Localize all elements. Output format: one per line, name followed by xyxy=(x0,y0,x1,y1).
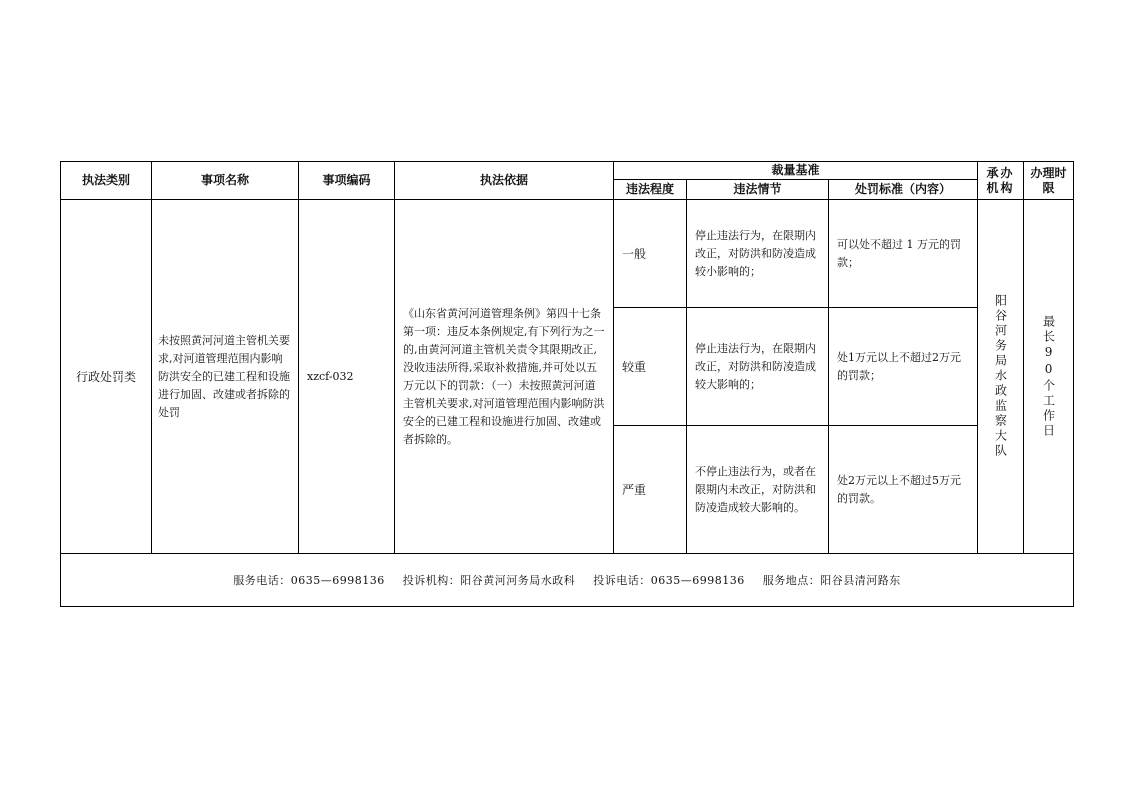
degree-cell-serious xyxy=(614,308,687,426)
service-footer xyxy=(61,554,1074,607)
agency-cell xyxy=(978,200,1024,554)
category-cell xyxy=(61,200,152,554)
standard-cell-serious xyxy=(829,308,978,426)
header-standard: 处罚标准（内容） xyxy=(829,180,978,200)
standard-text: 可以处不超过 1 万元的罚款； xyxy=(837,237,961,269)
degree-text: 较重 xyxy=(622,359,647,374)
service-location: 服务地点：阳谷县清河路东 xyxy=(762,574,901,587)
item-code-text: xzcf-032 xyxy=(307,369,354,383)
header-agency: 承办机构 xyxy=(978,162,1024,200)
deadline-text: 最长90个工作日 xyxy=(1041,314,1056,439)
standard-text: 处2万元以上不超过5万元的罚款。 xyxy=(837,473,961,505)
header-item-code: 事项编码 xyxy=(299,162,395,200)
basis-cell xyxy=(395,200,614,554)
degree-text: 严重 xyxy=(622,482,647,497)
agency-text: 阳谷河务局水政监察大队 xyxy=(993,294,1008,459)
complaint-phone: 投诉电话：0635—6998136 xyxy=(593,574,745,587)
header-discretion: 裁量基准 xyxy=(614,162,978,180)
header-degree: 违法程度 xyxy=(614,180,687,200)
item-name-cell xyxy=(152,200,299,554)
circumstances-cell-serious xyxy=(687,308,829,426)
standard-text: 处1万元以上不超过2万元的罚款； xyxy=(837,350,961,382)
complaint-org: 投诉机构：阳谷黄河河务局水政科 xyxy=(402,574,576,587)
header-basis: 执法依据 xyxy=(395,162,614,200)
circumstances-cell-severe xyxy=(687,426,829,554)
degree-cell-general xyxy=(614,200,687,308)
circumstances-text: 不停止违法行为，或者在限期内未改正，对防洪和防凌造成较大影响的。 xyxy=(695,464,816,514)
category-text: 行政处罚类 xyxy=(75,369,136,384)
circumstances-cell-general xyxy=(687,200,829,308)
enforcement-table xyxy=(60,161,1074,607)
header-category: 执法类别 xyxy=(61,162,152,200)
header-deadline: 办理时限 xyxy=(1024,162,1074,200)
standard-cell-severe xyxy=(829,426,978,554)
item-code-cell xyxy=(299,200,395,554)
header-circumstances: 违法情节 xyxy=(687,180,829,200)
basis-text: 《山东省黄河河道管理条例》第四十七条第一项：违反本条例规定,有下列行为之一的,由黄河河道主管机关责令其限期改正,没收违法所得,采取补救措施,并可处以五万元以下的罚款：（一）未按照黄河河道主管机关要求,对河道管理范围内影响防洪安全的已建工程和设施进行加固、改建或者拆除的。 xyxy=(403,306,605,446)
header-item-name: 事项名称 xyxy=(152,162,299,200)
standard-cell-general xyxy=(829,200,978,308)
circumstances-text: 停止违法行为，在限期内改正，对防洪和防凌造成较小影响的； xyxy=(695,228,816,278)
circumstances-text: 停止违法行为，在限期内改正，对防洪和防凌造成较大影响的； xyxy=(695,341,816,391)
degree-text: 一般 xyxy=(622,246,647,261)
degree-cell-severe xyxy=(614,426,687,554)
service-phone: 服务电话：0635—6998136 xyxy=(233,574,385,587)
item-name-text: 未按照黄河河道主管机关要求,对河道管理范围内影响防洪安全的已建工程和设施进行加固、改建或者拆除的处罚 xyxy=(158,333,290,419)
deadline-cell xyxy=(1024,200,1074,554)
